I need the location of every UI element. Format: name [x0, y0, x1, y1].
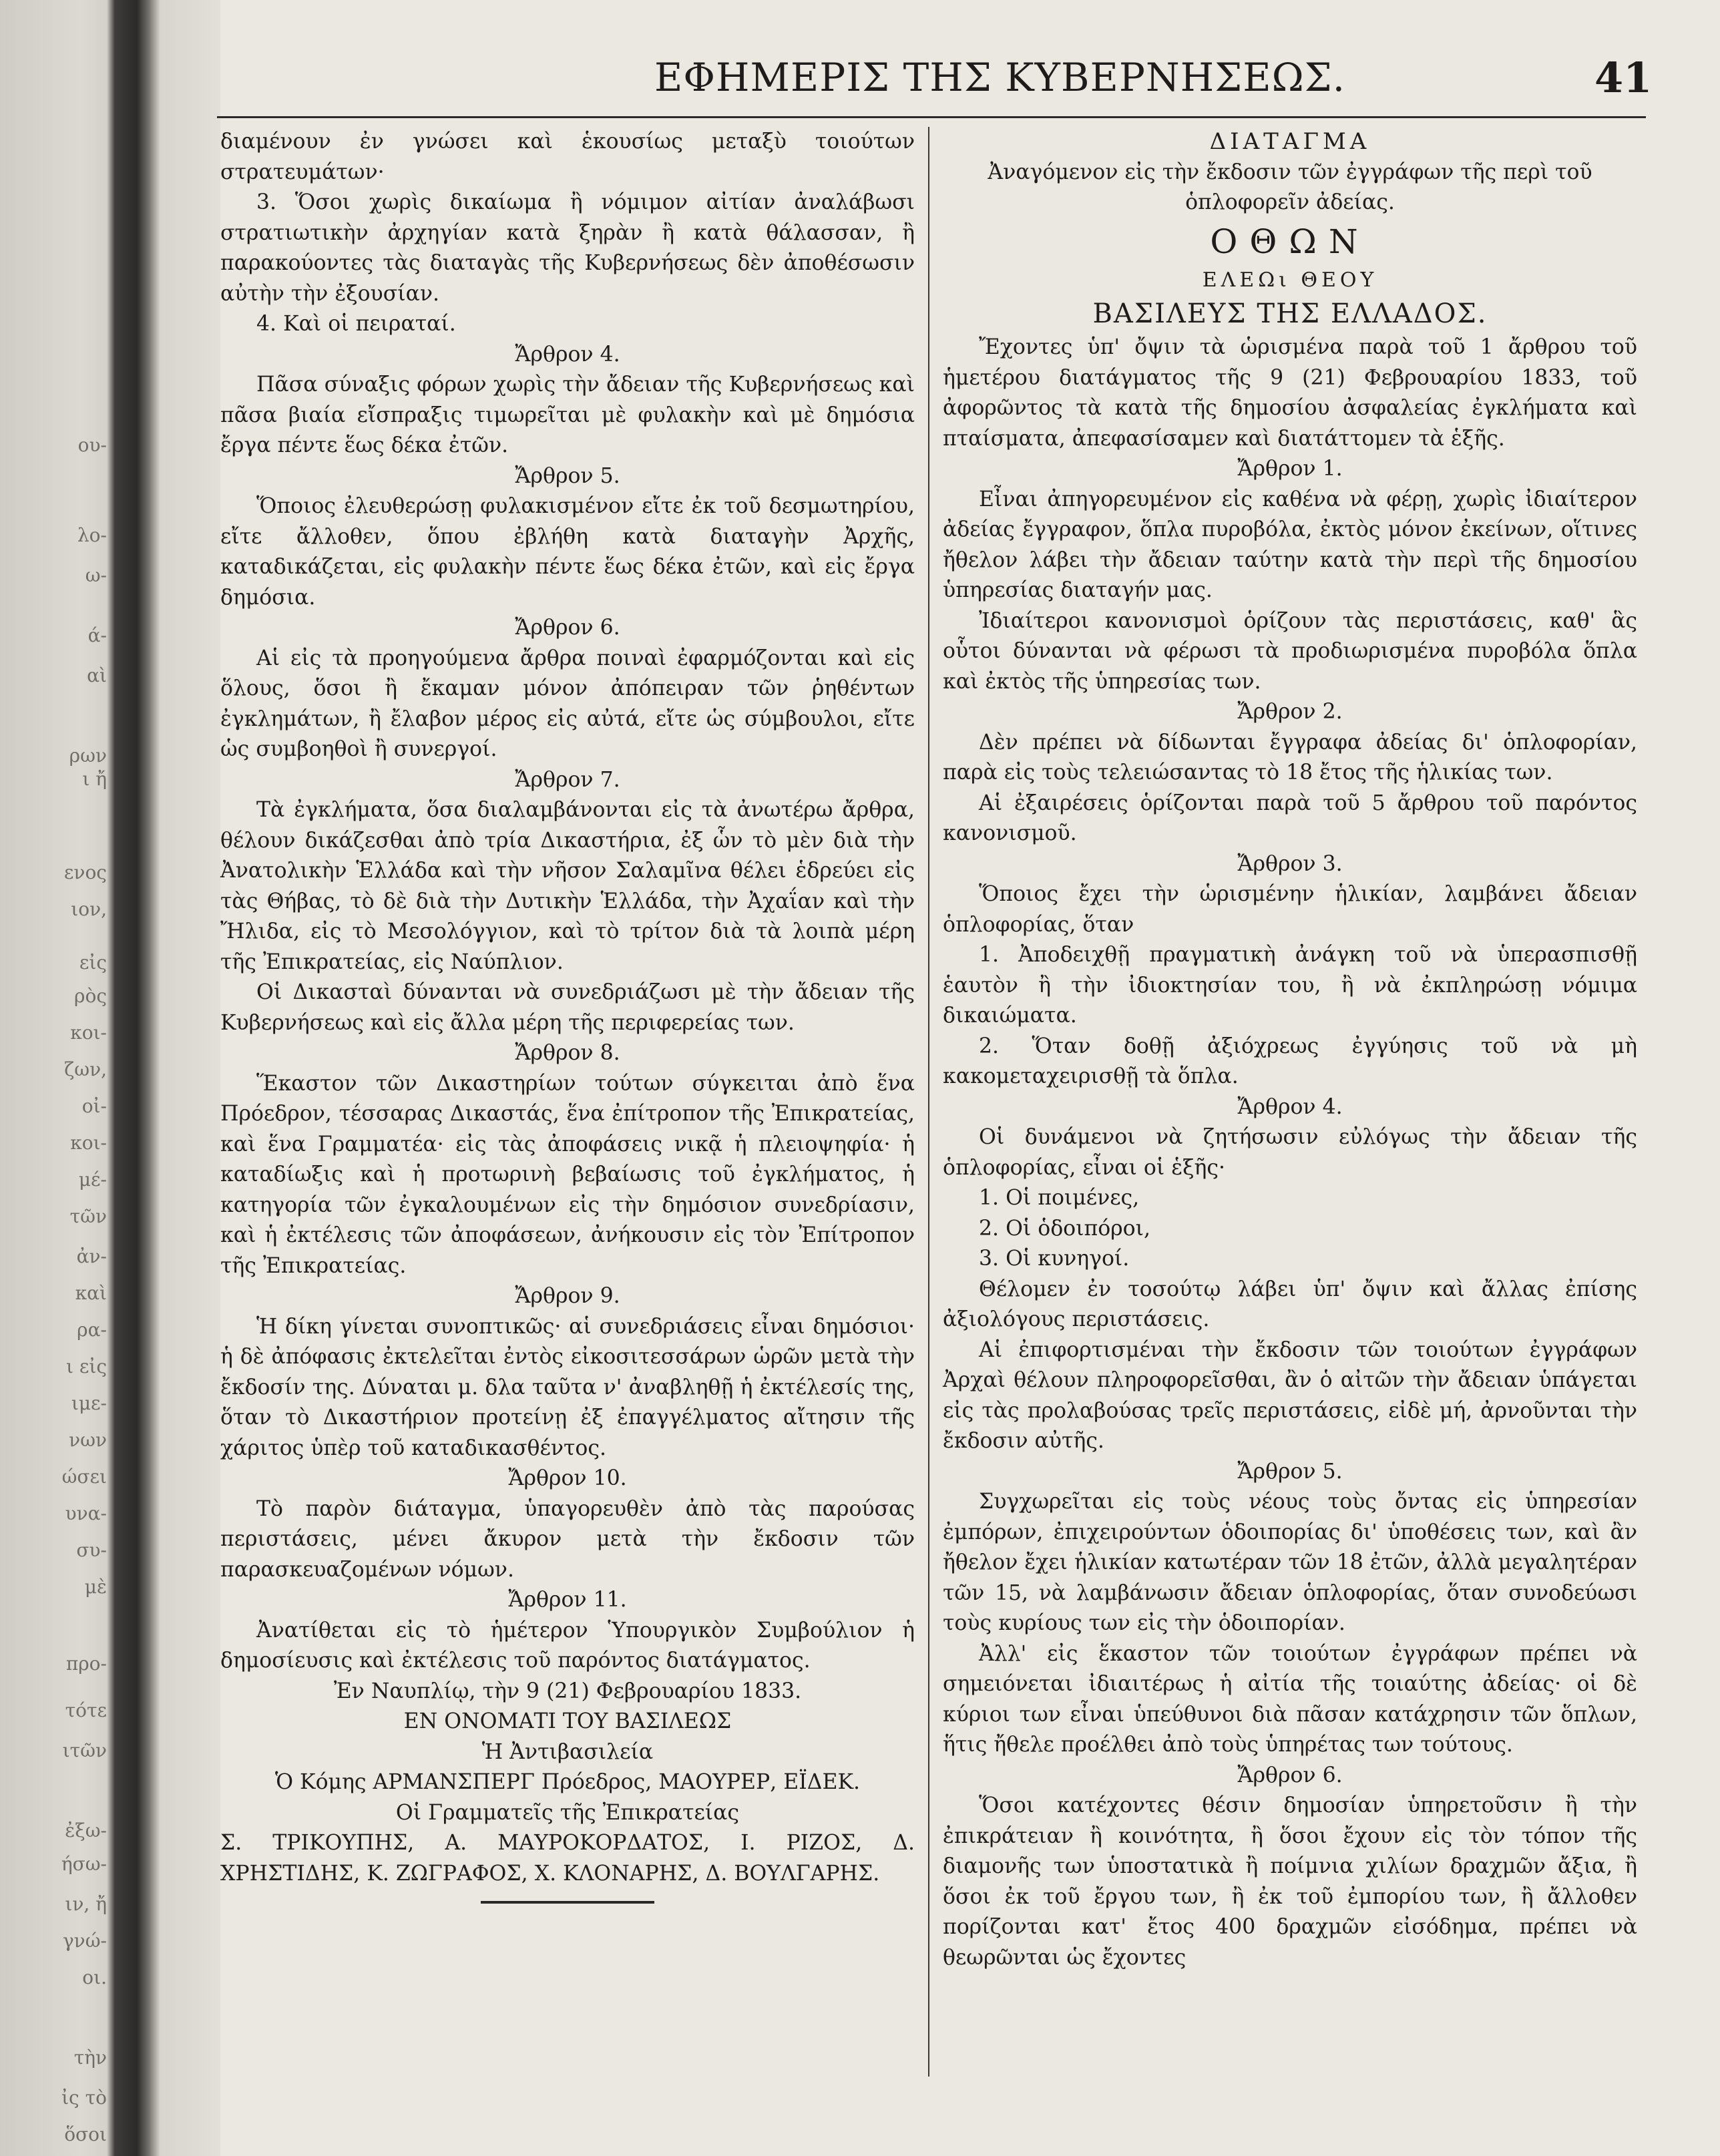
article-heading: Ἄρθρον 7.: [515, 767, 620, 792]
paragraph: 3. Ὅσοι χωρὶς δικαίωμα ἢ νόμιμον αἰτίαν ἀναλάβωσι στρατιωτικὴν ἀρχηγίαν κατὰ ξηρὰν ἢ κατὰ θάλασσαν, ἢ παρακούοντες τὰς διαταγὰς τῆς Κυβερνήσεως δὲν ἀποθέσωσιν αὐτὴν τὴν ἐξουσίαν.: [220, 190, 915, 306]
bleed-fragment: ιν, ἤ: [65, 1893, 107, 1915]
column-divider: [928, 127, 929, 2077]
paragraph: Ἀλλ' εἰς ἕκαστον τῶν τοιούτων ἐγγράφων πρέπει νὰ σημειόνεται ἰδιαιτέρως ἡ αἰτία τῆς τοιαύτης ἀδείας· οἱ δὲ κύριοι των εἶναι ὑπεύθυνοι διὰ πᾶσαν κατάχρησιν τῶν ὅπλων, ἥτις ἤθελε προέλθει ἀπὸ τοὺς ὑπηρέτας των τούτους.: [943, 1641, 1637, 1757]
bleed-fragment: εἰς: [79, 951, 107, 974]
article-heading: Ἄρθρον 8.: [515, 1041, 620, 1065]
bleed-fragment: ά-: [87, 624, 107, 646]
bleed-fragment: τῶν: [69, 1205, 107, 1227]
header-rule: [217, 116, 1646, 118]
paragraph: Οἱ Δικασταὶ δύνανται νὰ συνεδριάζωσι μὲ τὴν ἄδειαν τῆς Κυβερνήσεως καὶ εἰς ἄλλα μέρη τῆς περιφερείας των.: [220, 980, 915, 1035]
bleed-fragment: νων: [69, 1429, 107, 1451]
article-heading: Ἄρθρον 5.: [515, 463, 620, 488]
paragraph: 2. Ὅταν δοθῇ ἀξιόχρεως ἐγγύησις τοῦ νὰ μὴ κακομεταχειρισθῇ τὰ ὅπλα.: [943, 1034, 1637, 1088]
bleed-fragment: ενος: [63, 861, 107, 883]
paragraph: Ἀνατίθεται εἰς τὸ ἡμέτερον Ὑπουργικὸν Συμβούλιον ἡ δημοσίευσις καὶ ἐκτέλεσις τοῦ παρόντος διατάγματος.: [220, 1618, 915, 1673]
paragraph: Ὅσοι κατέχοντες θέσιν δημοσίαν ὑπηρετοῦσιν ἢ τὴν ἐπικράτειαν ἢ κοινότητα, ἢ ὅσοι ἔχουν εἰς τὸν τόπον τῆς διαμονῆς των ὑποστατικὰ ἢ ποίμνια χιλίων δραχμῶν ἄξια, ἢ ὅσοι ἐκ τοῦ ἔργου των, ἢ ἐκ τοῦ ἐμπορίου των, ἢ ἄλλοθεν πορίζονται κατ' ἔτος 400 δραχμῶν εἰσόδημα, πρέπει νὰ θεωρῶνται ὡς ἔχοντες: [943, 1793, 1637, 1970]
decree-subheading: Ἀναγόμενον εἰς τὴν ἔκδοσιν τῶν ἐγγράφων τῆς περὶ τοῦ ὁπλοφορεῖν ἀδείας.: [988, 160, 1592, 214]
article-heading: Ἄρθρον 3.: [1237, 851, 1343, 876]
paragraph: διαμένουν ἐν γνώσει καὶ ἑκουσίως μεταξὺ τοιούτων στρατευμάτων·: [220, 130, 915, 184]
bleed-fragment: ι εἰς: [65, 1355, 107, 1377]
paragraph: Αἱ ἐξαιρέσεις ὁρίζονται παρὰ τοῦ 5 ἄρθρου τοῦ παρόντος κανονισμοῦ.: [943, 791, 1637, 845]
paragraph: 3. Οἱ κυνηγοί.: [979, 1247, 1130, 1271]
paragraph: 1. Οἱ ποιμένες,: [979, 1186, 1140, 1210]
article-heading: Ἄρθρον 6.: [1237, 1763, 1343, 1787]
bleed-fragment: ι ἤ: [82, 768, 107, 790]
article-heading: Ἄρθρον 6.: [515, 616, 620, 640]
bleed-fragment: ἐξω-: [65, 1819, 107, 1842]
paragraph: 1. Ἀποδειχθῇ πραγματικὴ ἀνάγκη τοῦ νὰ ὑπερασπισθῇ ἑαυτὸν ἢ τὴν ἰδιοκτησίαν του, ἢ νὰ ἐκπληρώσῃ νόμιμα δικαιώματα.: [943, 943, 1637, 1028]
newspaper-title: ΕΦΗΜΕΡΙΣ ΤΗΣ ΚΥΒΕΡΝΗΣΕΩΣ.: [654, 55, 1346, 100]
bleed-fragment: καὶ: [75, 1282, 107, 1304]
signature-line: Ἡ Ἀντιβασιλεία: [481, 1739, 654, 1764]
signature-line: Οἱ Γραμματεῖς τῆς Ἐπικρατείας: [395, 1800, 740, 1825]
bleed-fragment: ιον,: [71, 898, 107, 920]
paragraph: Ὅποιος ἔχει τὴν ὡρισμένην ἡλικίαν, λαμβάνει ἄδειαν ὁπλοφορίας, ὅταν: [943, 882, 1637, 937]
signature-line: ΕΝ ΟΝΟΜΑΤΙ ΤΟΥ ΒΑΣΙΛΕΩΣ: [403, 1709, 732, 1733]
bleed-fragment: μέ-: [78, 1168, 107, 1191]
article-heading: Ἄρθρον 9.: [515, 1284, 620, 1308]
bleed-fragment: οι.: [82, 1966, 107, 1988]
paragraph: Αἱ ἐπιφορτισμέναι τὴν ἔκδοσιν τῶν τοιούτων ἐγγράφων Ἀρχαὶ θέλουν πληροφορεῖσθαι, ἂν ὁ αἰτῶν τὴν ἄδειαν ὑπάγεται εἰς τὰς προλαβούσας τρεῖς περιστάσεις, εἰδὲ μή, ἀρνοῦνται τὴν ἔκδοσιν αὐτῆς.: [943, 1337, 1637, 1453]
bleed-fragment: υνα-: [65, 1502, 107, 1524]
article-heading: Ἄρθρον 1.: [1237, 457, 1343, 481]
bleed-fragment: ρὸς: [74, 985, 107, 1007]
paragraph: Τὸ παρὸν διάταγμα, ὑπαγορευθὲν ἀπὸ τὰς παρούσας περιστάσεις, μένει ἄκυρον μετὰ τὴν ἔκδοσιν τῶν παρασκευαζομένων νόμων.: [220, 1496, 915, 1582]
paragraph: Συγχωρεῖται εἰς τοὺς νέους τοὺς ὄντας εἰς ὑπηρεσίαν ἐμπόρων, ἐπιχειρούντων ὁδοιπορίας δι' ὑποθέσεις των, καὶ ἂν ἤθελον ἔχει ἡλικίαν κατωτέραν τῶν 18 ἐτῶν, ἀλλὰ μεγαλητέραν τῶν 15, νὰ λαμβάνωσιν ἄδειαν ὁπλοφορίας, ὅταν συνοδεύωσι τοὺς κυρίους των εἰς τὴν ὁδοιπορίαν.: [943, 1490, 1637, 1635]
article-heading: Ἄρθρον 11.: [508, 1588, 627, 1612]
bleed-fragment: ρα-: [77, 1319, 107, 1341]
bleed-fragment: γνώ-: [62, 1930, 107, 1952]
paragraph: Εἶναι ἀπηγορευμένον εἰς καθένα νὰ φέρῃ, χωρὶς ἰδιαίτερον ἀδείας ἔγγραφον, ὅπλα πυροβόλα, ἐκτὸς μόνον ἐκείνων, οἵτινες ἤθελον λάβει τὴν ἄδειαν ταύτην κατὰ τὴν περὶ τῆς δημοσίου ὑπηρεσίας διαταγήν μας.: [943, 487, 1637, 602]
bleed-fragment: ώσει: [61, 1466, 107, 1488]
right-column: [943, 127, 1637, 1973]
bleed-fragment: ω-: [85, 564, 107, 586]
bleed-fragment: τὴν: [73, 2046, 107, 2069]
bleed-fragment: τότε: [65, 1699, 107, 1721]
bleed-fragment: κοι-: [70, 1132, 107, 1154]
signature-line: Ὁ Κόμης ΑΡΜΑΝΣΠΕΡΓ Πρόεδρος, ΜΑΟΥΡΕΡ, ΕΪΔΕΚ.: [274, 1770, 861, 1794]
bleed-fragment: μὲ: [84, 1576, 107, 1598]
king-name: ΟΘΩΝ: [1210, 222, 1370, 261]
bleed-fragment: οἰ-: [81, 1095, 107, 1117]
paragraph: Πᾶσα σύναξις φόρων χωρὶς τὴν ἄδειαν τῆς Κυβερνήσεως καὶ πᾶσα βιαία εἴσπραξις τιμωρεῖται μὲ φυλακὴν καὶ μὲ δημόσια ἔργα πέντε ἕως δέκα ἐτῶν.: [220, 373, 915, 457]
bleed-fragment: αὶ: [87, 664, 107, 686]
paragraph: Οἱ δυνάμενοι νὰ ζητήσωσιν εὐλόγως τὴν ἄδειαν τῆς ὁπλοφορίας, εἶναι οἱ ἑξῆς·: [943, 1125, 1637, 1180]
bleed-fragment: ζων,: [64, 1058, 107, 1080]
left-column: [220, 127, 915, 1904]
bleed-fragment: συ-: [76, 1539, 107, 1561]
paragraph: Ἡ δίκη γίνεται συνοπτικῶς· αἱ συνεδριάσεις εἶναι δημόσιοι· ἡ δὲ ἀπόφασις ἐκτελεῖται ἐντὸς εἰκοσιτεσσάρων ὡρῶν μετὰ τὴν ἔκδοσίν της. Δύναται μ. δλα ταῦτα ν' ἀναβληθῇ ἡ ἐκτέλεσίς της, ὅταν τὸ Δικαστήριον προτείνῃ ἐξ ἐπαγγέλματος αἴτησιν τῆς χάριτος ὑπὲρ τοῦ καταδικασθέντος.: [220, 1314, 915, 1460]
article-heading: Ἄρθρον 4.: [1237, 1094, 1343, 1119]
paragraph: 4. Καὶ οἱ πειραταί.: [256, 312, 456, 336]
paragraph: Ἰδιαίτεροι κανονισμοὶ ὁρίζουν τὰς περιστάσεις, καθ' ἃς οὗτοι δύνανται νὰ φέρωσι τὰ προδιωρισμένα πυροβόλα ὅπλα καὶ ἐκτὸς τῆς ὑπηρεσίας των.: [943, 608, 1637, 694]
bleed-fragment: κοι-: [70, 1022, 107, 1044]
article-heading: Ἄρθρον 10.: [508, 1466, 627, 1490]
article-heading: Ἄρθρον 2.: [1237, 700, 1343, 724]
paragraph: Θέλομεν ἐν τοσούτῳ λάβει ὑπ' ὄψιν καὶ ἄλλας ἐπίσης ἀξιολόγους περιστάσεις.: [943, 1277, 1637, 1331]
grace-of-god: ΕΛΕΩι ΘΕΟΥ: [1202, 268, 1378, 292]
bleed-fragment: ιτῶν: [62, 1739, 107, 1761]
article-heading: Ἄρθρον 5.: [1237, 1459, 1343, 1484]
paragraph: Τὰ ἐγκλήματα, ὅσα διαλαμβάνονται εἰς τὰ ἀνωτέρω ἄρθρα, θέλουν δικάζεσθαι ἀπὸ τρία Δικαστήρια, ἐξ ὧν τὸ μὲν διὰ τὴν Ἀνατολικὴν Ἑλλάδα καὶ τὴν νῆσον Σαλαμῖνα θέλει ἑδρεύει εἰς τὰς Θήβας, τὸ δὲ διὰ τὴν Δυτικὴν Ἑλλάδα, τὴν Ἀχαΐαν καὶ τὴν Ἤλιδα, εἰς τὸ Μεσολόγγιον, καὶ τὸ τρίτον διὰ τὰ λοιπὰ μέρη τῆς Ἐπικρατείας, εἰς Ναύπλιον.: [220, 798, 915, 974]
paragraph: Αἱ εἰς τὰ προηγούμενα ἄρθρα ποιναὶ ἐφαρμόζονται καὶ εἰς ὅλους, ὅσοι ἢ ἔκαμαν μόνον ἀπόπειραν τῶν ῥηθέντων ἐγκλημάτων, ἢ ἔλαβον μέρος εἰς αὐτά, εἴτε ὡς σύμβουλοι, εἴτε ὡς συμβοηθοὶ ἢ συνεργοί.: [220, 646, 915, 761]
bleed-fragment: ἰς τὸ: [61, 2087, 107, 2109]
decree-body: [943, 333, 1637, 1973]
paragraph: Ἕκαστον τῶν Δικαστηρίων τούτων σύγκειται ἀπὸ ἕνα Πρόεδρον, τέσσαρας Δικαστάς, ἕνα ἐπίτροπον τῆς Ἐπικρατείας, καὶ ἕνα Γραμματέα· εἰς τὰς ἀποφάσεις νικᾷ ἡ πλειοψηφία· ἡ καταδίωξις καὶ ἡ προτωρινὴ βεβαίωσις τοῦ ἐγκλήματος, ἡ κατηγορία τῶν ἐγκαλουμένων εἰς τὴν δημόσιον συνεδρίασιν, καὶ ἡ ἐκτέλεσις τῶν ἀποφάσεων, ἀνήκουσιν εἰς τὸν Ἐπίτροπον τῆς Ἐπικρατείας.: [220, 1071, 915, 1278]
paragraph: Δὲν πρέπει νὰ δίδωνται ἔγγραφα ἀδείας δι' ὁπλοφορίαν, παρὰ εἰς τοὺς τελειώσαντας τὸ 18 ἔτος τῆς ἡλικίας των.: [943, 730, 1637, 785]
bleed-fragment: ρων: [69, 744, 107, 767]
paragraph: Ὅποιος ἐλευθερώσῃ φυλακισμένον εἴτε ἐκ τοῦ δεσμωτηρίου, εἴτε ἄλλοθεν, ὅπου ἐβλήθη κατὰ διαταγὴν Ἀρχῆς, καταδικάζεται, εἰς φυλακὴν πέντε ἕως δέκα ἐτῶν, καὶ εἰς ἔργα δημόσια.: [220, 494, 915, 610]
bleed-fragment: προ-: [65, 1653, 107, 1675]
signature-line: Ἐν Ναυπλίῳ, τὴν 9 (21) Φεβρουαρίου 1833.: [333, 1679, 802, 1703]
bleed-fragment: ου-: [77, 434, 107, 456]
decree-heading: ΔΙΑΤΑΓΜΑ: [1209, 128, 1371, 155]
king-title: ΒΑΣΙΛΕΥΣ ΤΗΣ ΕΛΛΑΔΟΣ.: [1092, 298, 1488, 329]
bleed-fragment: ἀν-: [76, 1245, 107, 1267]
closing-rule: [481, 1901, 654, 1904]
bleed-fragment: ιμε-: [71, 1392, 107, 1414]
bleed-fragment: ήσω-: [61, 1853, 107, 1875]
paragraph: Ἔχοντες ὑπ' ὄψιν τὰ ὡρισμένα παρὰ τοῦ 1 ἄρθρου τοῦ ἡμετέρου διατάγματος τῆς 9 (21) Φεβρουαρίου 1833, τοῦ ἀφορῶντος τὰ κατὰ τῆς δημοσίου ἀσφαλείας ἐγκλήματα καὶ πταίσματα, ἀπεφασίσαμεν καὶ διατάττομεν τὰ ἑξῆς.: [943, 335, 1637, 451]
paragraph: Σ. ΤΡΙΚΟΥΠΗΣ, Α. ΜΑΥΡΟΚΟΡΔΑΤΟΣ, Ι. ΡΙΖΟΣ, Δ. ΧΡΗΣΤΙΔΗΣ, Κ. ΖΩΓΡΑΦΟΣ, Χ. ΚΛΟΝΑΡΗΣ, Δ. ΒΟΥΛΓΑΡΗΣ.: [220, 1831, 915, 1886]
bleed-fragment: ὅσοι: [64, 2123, 107, 2145]
bleed-fragment: λο-: [77, 524, 107, 546]
page-header: [220, 55, 1720, 108]
article-heading: Ἄρθρον 4.: [515, 342, 620, 367]
page-number: 41: [1594, 53, 1653, 102]
paragraph: 2. Οἱ ὁδοιπόροι,: [979, 1216, 1151, 1241]
